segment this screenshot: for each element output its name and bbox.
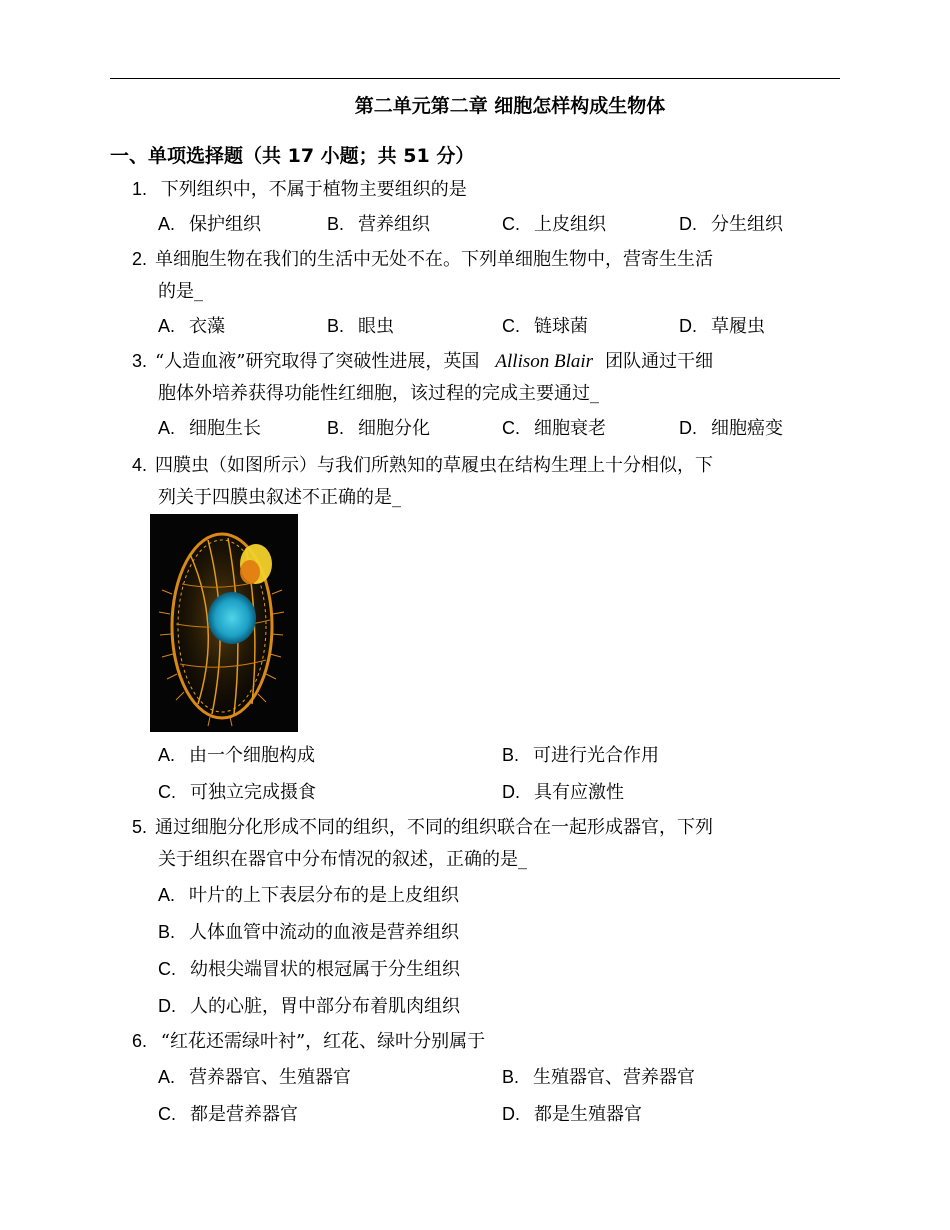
question-2	[132, 243, 842, 308]
question-5	[132, 811, 842, 876]
option-text: 生殖器官、营养器官	[533, 1067, 696, 1088]
option-text: 人体血管中流动的血液是营养组织	[189, 922, 460, 943]
option-letter: D.	[679, 418, 697, 438]
question-number: 4.	[132, 455, 148, 475]
option-text: 都是营养器官	[190, 1104, 298, 1125]
option-letter: C.	[158, 1104, 176, 1124]
option-c[interactable]	[158, 1100, 298, 1126]
option-text: 链球菌	[534, 316, 588, 337]
option-letter: C.	[158, 959, 176, 979]
option-letter: A.	[158, 214, 176, 234]
option-a[interactable]	[158, 741, 315, 767]
option-letter: C.	[502, 316, 520, 336]
option-c[interactable]	[502, 414, 606, 440]
option-letter: B.	[327, 316, 345, 336]
question-6	[132, 1025, 842, 1058]
option-text: 细胞衰老	[534, 418, 606, 439]
option-text: 营养器官、生殖器官	[189, 1067, 352, 1088]
option-d[interactable]	[502, 1100, 642, 1126]
option-text: 营养组织	[358, 214, 431, 235]
option-letter: B.	[327, 214, 345, 234]
option-c[interactable]	[502, 210, 606, 236]
option-text: 可进行光合作用	[533, 745, 660, 766]
option-letter: C.	[502, 418, 520, 438]
option-text: 由一个细胞构成	[189, 745, 316, 766]
option-text: 叶片的上下表层分布的是上皮组织	[189, 885, 460, 906]
option-a[interactable]	[158, 414, 261, 440]
option-b[interactable]	[502, 1063, 695, 1089]
question-text: “红花还需绿叶衬”，红花、绿叶分别属于	[160, 1031, 486, 1052]
option-d[interactable]	[679, 210, 783, 236]
question-text-line2: 胞体外培养获得功能性红细胞，该过程的完成主要通过_	[158, 383, 599, 404]
option-c[interactable]	[158, 778, 316, 804]
option-text: 细胞生长	[189, 418, 262, 439]
option-c[interactable]	[158, 955, 460, 981]
question-number: 6.	[132, 1031, 148, 1051]
option-a[interactable]	[158, 1063, 351, 1089]
option-letter: A.	[158, 316, 176, 336]
option-letter: D.	[679, 214, 697, 234]
option-letter: B.	[327, 418, 345, 438]
page-title: 第二单元第二章 细胞怎样构成生物体	[354, 95, 666, 117]
option-text: 幼根尖端冒状的根冠属于分生组织	[190, 959, 460, 980]
option-letter: D.	[158, 996, 176, 1016]
tetrahymena-image	[150, 514, 298, 732]
question-text-line1: 四膜虫（如图所示）与我们所熟知的草履虫在结构生理上十分相似，下	[155, 455, 714, 476]
question-number: 3.	[132, 351, 148, 371]
option-b[interactable]	[327, 210, 430, 236]
option-letter: C.	[158, 782, 176, 802]
option-letter: B.	[502, 745, 520, 765]
question-text-line2: 的是_	[158, 281, 203, 302]
question-text-line1: 单细胞生物在我们的生活中无处不在。下列单细胞生物中，营寄生生活	[155, 249, 714, 270]
option-text: 保护组织	[189, 214, 262, 235]
question-number: 2.	[132, 249, 148, 269]
question-text-line1: 通过细胞分化形成不同的组织，不同的组织联合在一起形成器官，下列	[155, 817, 714, 838]
option-text: 都是生殖器官	[534, 1104, 642, 1125]
option-c[interactable]	[502, 312, 588, 338]
option-text: 细胞癌变	[711, 418, 783, 439]
option-letter: A.	[158, 885, 176, 905]
question-4	[132, 449, 842, 514]
option-letter: A.	[158, 1067, 176, 1087]
option-letter: C.	[502, 214, 520, 234]
option-letter: B.	[158, 922, 176, 942]
option-d[interactable]	[502, 778, 624, 804]
option-text: 人的心脏，胃中部分布着肌肉组织	[190, 996, 460, 1017]
header-rule	[110, 78, 840, 79]
option-b[interactable]	[158, 918, 459, 944]
option-text: 分生组织	[711, 214, 783, 235]
option-text: 衣藻	[189, 316, 226, 337]
tetrahymena-illustration	[150, 514, 298, 732]
question-text: 下列组织中，不属于植物主要组织的是	[160, 179, 467, 200]
option-d[interactable]	[679, 414, 783, 440]
question-text-line1b: 团队通过干细	[605, 351, 714, 372]
option-a[interactable]	[158, 210, 261, 236]
question-3	[132, 345, 842, 410]
option-b[interactable]	[327, 312, 394, 338]
question-text-line2: 关于组织在器官中分布情况的叙述，正确的是_	[158, 849, 527, 870]
option-letter: D.	[679, 316, 697, 336]
option-d[interactable]	[679, 312, 765, 338]
question-text-line2: 列关于四膜虫叙述不正确的是_	[158, 487, 401, 508]
option-text: 草履虫	[711, 316, 765, 337]
option-letter: A.	[158, 745, 176, 765]
option-b[interactable]	[502, 741, 659, 767]
question-number: 1.	[132, 179, 148, 199]
option-a[interactable]	[158, 881, 459, 907]
question-1	[132, 173, 842, 206]
option-letter: A.	[158, 418, 176, 438]
researcher-name: Allison Blair	[495, 351, 594, 372]
option-d[interactable]	[158, 992, 460, 1018]
option-text: 具有应激性	[534, 782, 624, 803]
option-b[interactable]	[327, 414, 430, 440]
option-text: 可独立完成摄食	[190, 782, 316, 803]
option-text: 上皮组织	[534, 214, 606, 235]
section-heading: 一、单项选择题（共 17 小题；共 51 分）	[110, 145, 475, 167]
option-text: 眼虫	[358, 316, 395, 337]
option-letter: D.	[502, 1104, 520, 1124]
question-number: 5.	[132, 817, 148, 837]
option-letter: B.	[502, 1067, 520, 1087]
question-text-line1a: “人造血液”研究取得了突破性进展，英国	[155, 351, 480, 372]
option-a[interactable]	[158, 312, 225, 338]
option-text: 细胞分化	[358, 418, 431, 439]
option-letter: D.	[502, 782, 520, 802]
